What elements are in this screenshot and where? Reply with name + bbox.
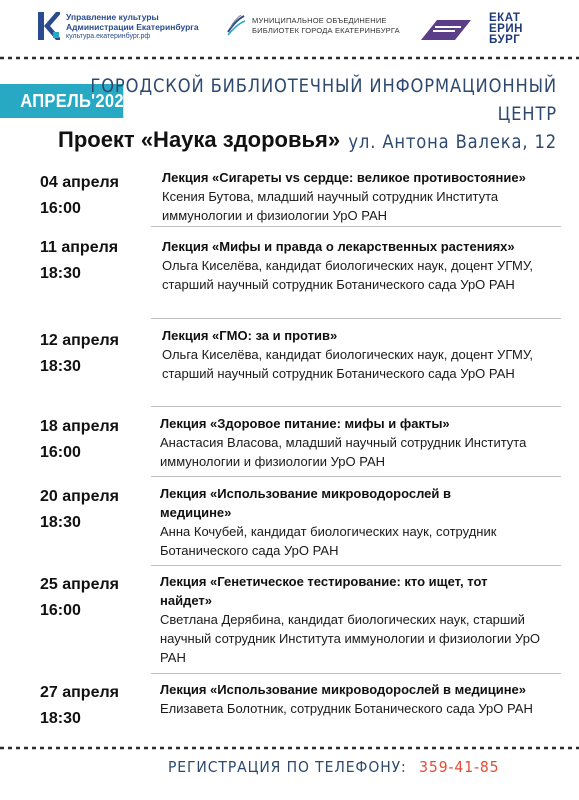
event-title: Лекция «Сигареты vs сердце: великое противостояние»: [162, 170, 526, 185]
top-dotted-divider: [0, 56, 579, 60]
ekb-line1: ЕКАТ: [489, 12, 521, 24]
event-separator: [151, 318, 561, 319]
bottom-dotted-divider: [0, 746, 579, 750]
event-time: 18:30: [40, 265, 81, 282]
library-logo-icon: [226, 14, 246, 36]
event-body: [160, 572, 541, 667]
event-time: 16:00: [40, 444, 81, 461]
event-date: [40, 572, 119, 624]
event-date: [40, 235, 118, 287]
event-date: [40, 328, 119, 380]
event-date: [40, 170, 119, 222]
event-date: [40, 414, 119, 466]
event-body: [162, 168, 562, 225]
event-body: [160, 484, 497, 560]
event-description: Анастасия Власова, младший научный сотрудник Института иммунологии и физиологии УрО РАН: [160, 435, 527, 469]
event-day: 18 апреля: [40, 418, 119, 435]
event-day: 25 апреля: [40, 576, 119, 593]
ekb-line3: БУРГ: [489, 34, 521, 46]
registration-label: РЕГИСТРАЦИЯ ПО ТЕЛЕФОНУ:: [168, 758, 407, 776]
event-description: Елизавета Болотник, сотрудник Ботанического сада УрО РАН: [160, 701, 533, 716]
culture-line2: Администрации Екатеринбурга: [66, 22, 199, 32]
event-description: Светлана Дерябина, кандидат биологических наук, старший научный сотрудник Института иммунологии и физиологии УрО РАН: [160, 612, 541, 665]
event-time: 18:30: [40, 710, 81, 727]
project-title: Проект «Наука здоровья»: [58, 127, 341, 152]
ekb-line2: ЕРИН: [489, 23, 523, 35]
event-description: Ольга Киселёва, кандидат биологических наук, доцент УГМУ, старший научный сотрудник Ботанического сада УрО РАН: [162, 347, 534, 381]
event-time: 18:30: [40, 358, 81, 375]
event-day: 12 апреля: [40, 332, 119, 349]
library-line2: БИБЛИОТЕК ГОРОДА ЕКАТЕРИНБУРГА: [252, 26, 400, 35]
event-body: [160, 680, 560, 718]
event-title: Лекция «Использование микроводорослей в медицине»: [160, 682, 527, 697]
ekaterinburg-logo: [489, 13, 523, 46]
event-separator: [151, 673, 561, 674]
event-description: Ольга Киселёва, кандидат биологических наук, доцент УГМУ, старший научный сотрудник Ботанического сада УрО РАН: [162, 258, 534, 292]
center-address: ул. Антона Валека, 12: [348, 131, 557, 153]
event-description: Анна Кочубей, кандидат биологических наук, сотрудник Ботанического сада УрО РАН: [160, 524, 497, 558]
culture-url: культура.екатеринбург.рф: [66, 33, 151, 40]
registration-footer: [168, 758, 499, 776]
month-badge: АПРЕЛЬ'2021: [0, 84, 123, 118]
event-description: Ксения Бутова, младший научный сотрудник Института иммунологии и физиологии УрО РАН: [162, 189, 499, 223]
header-logos: [0, 6, 579, 50]
event-time: 18:30: [40, 514, 81, 531]
event-body: [162, 237, 562, 294]
event-day: 11 апреля: [40, 239, 119, 256]
event-separator: [151, 565, 561, 566]
event-day: 27 апреля: [40, 684, 119, 701]
event-title: Лекция «Мифы и правда о лекарственных растениях»: [162, 239, 515, 254]
event-body: [160, 414, 560, 471]
event-date: [40, 680, 119, 732]
culture-department-logo-icon: [38, 12, 60, 40]
registration-phone[interactable]: 359-41-85: [419, 758, 500, 776]
event-day: 04 апреля: [40, 174, 119, 191]
event-time: 16:00: [40, 602, 81, 619]
library-association-text: [252, 16, 400, 36]
event-separator: [151, 406, 561, 407]
event-title: Лекция «Использование микроводорослей в медицине»: [160, 486, 452, 520]
event-separator: [151, 226, 561, 227]
center-name: ГОРОДСКОЙ БИБЛИОТЕЧНЫЙ ИНФОРМАЦИОННЫЙ ЦЕНТР: [90, 75, 557, 125]
event-day: 20 апреля: [40, 488, 119, 505]
event-time: 16:00: [40, 200, 81, 217]
event-separator: [151, 476, 561, 477]
event-title: Лекция «ГМО: за и против»: [162, 328, 338, 343]
event-title: Лекция «Здоровое питание: мифы и факты»: [160, 416, 450, 431]
culture-line1: Управление культуры: [66, 12, 159, 22]
library-line1: МУНИЦИПАЛЬНОЕ ОБЪЕДИНЕНИЕ: [252, 16, 387, 25]
culture-department-text: [66, 12, 199, 42]
event-title: Лекция «Генетическое тестирование: кто ищет, тот найдет»: [160, 574, 488, 608]
event-body: [162, 326, 562, 383]
event-date: [40, 484, 119, 536]
partner-logo-icon: [417, 14, 475, 44]
